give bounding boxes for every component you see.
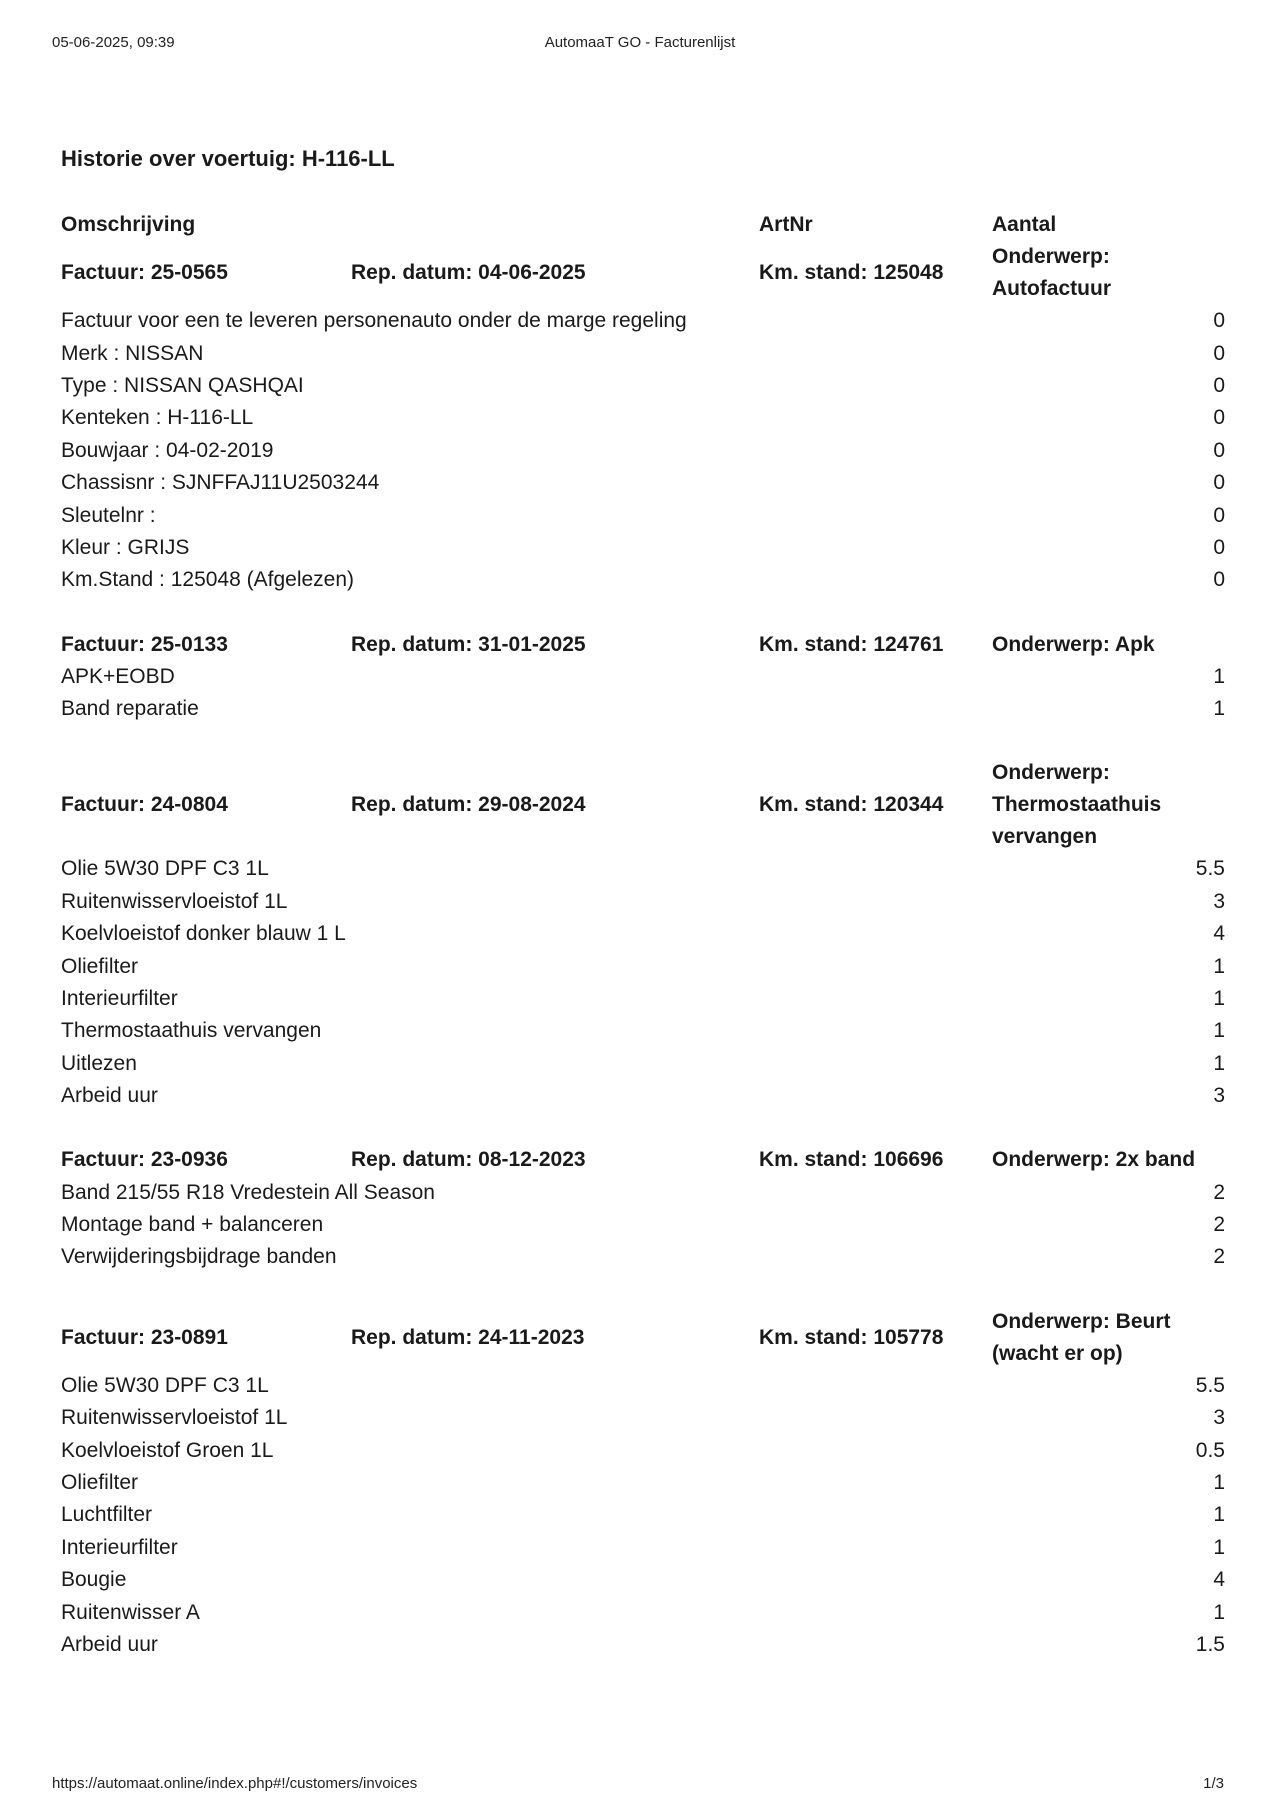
column-quantity: Aantal <box>992 213 1057 236</box>
line-quantity: 3 <box>1213 1084 1225 1108</box>
line-quantity: 1.5 <box>1195 1632 1225 1656</box>
line-description: APK+EOBD <box>61 664 175 688</box>
line-quantity: 0 <box>1213 535 1225 559</box>
line-quantity: 2 <box>1213 1213 1225 1236</box>
column-description: Omschrijving <box>61 213 196 236</box>
invoice-line <box>61 661 1225 693</box>
line-description: Luchtfilter <box>61 1503 153 1527</box>
invoice-line <box>61 853 1225 885</box>
invoice-number: Factuur: 23-0936 <box>61 1148 228 1172</box>
line-description: Kenteken : H-116-LL <box>61 406 254 430</box>
print-url: https://automaat.online/index.php#!/customers/invoices <box>52 1775 418 1792</box>
invoice-block <box>61 1306 1225 1662</box>
invoice-header-row <box>61 757 1225 853</box>
line-quantity: 1 <box>1213 987 1225 1011</box>
print-datetime: 05-06-2025, 09:39 <box>52 34 175 51</box>
invoice-subject: Onderwerp: 2x band <box>992 1148 1196 1172</box>
repair-date: Rep. datum: 08-12-2023 <box>351 1148 586 1172</box>
invoice-line <box>61 1048 1225 1080</box>
invoice-header-row <box>61 241 1225 305</box>
line-description: Olie 5W30 DPF C3 1L <box>61 857 269 881</box>
invoice-line <box>61 435 1225 467</box>
km-reading: Km. stand: 120344 <box>759 793 944 817</box>
line-description: Ruitenwisservloeistof 1L <box>61 889 288 913</box>
line-description: Koelvloeistof Groen 1L <box>61 1438 274 1462</box>
km-reading: Km. stand: 124761 <box>759 632 944 656</box>
invoice-line <box>61 532 1225 564</box>
invoice-header-row <box>61 629 1225 661</box>
invoice-line <box>61 370 1225 402</box>
line-description: Bougie <box>61 1568 127 1592</box>
invoice-line <box>61 950 1225 982</box>
invoice-line <box>61 1015 1225 1047</box>
print-title: AutomaaT GO - Facturenlijst <box>544 34 736 51</box>
line-description: Merk : NISSAN <box>61 341 204 365</box>
invoice-subject: Onderwerp: Autofactuur <box>992 245 1111 300</box>
invoice-line <box>61 1080 1225 1112</box>
invoice-line <box>61 918 1225 950</box>
line-description: Oliefilter <box>61 1470 139 1494</box>
line-description: Uitlezen <box>61 1051 137 1075</box>
invoice-line <box>61 467 1225 499</box>
line-quantity: 2 <box>1213 1180 1225 1204</box>
line-quantity: 0 <box>1213 373 1225 397</box>
line-description: Oliefilter <box>61 954 139 978</box>
page-title: Historie over voertuig: H-116-LL <box>61 146 395 171</box>
invoice-line <box>61 1176 1225 1208</box>
invoice-line <box>61 886 1225 918</box>
line-description: Kleur : GRIJS <box>61 535 190 559</box>
line-quantity: 5.5 <box>1195 1373 1225 1397</box>
line-description: Arbeid uur <box>61 1084 158 1108</box>
invoice-subject: Onderwerp: Beurt (wacht er op) <box>992 1309 1171 1365</box>
invoice-line <box>61 305 1225 337</box>
line-quantity: 0 <box>1213 503 1225 527</box>
line-description: Ruitenwisservloeistof 1L <box>61 1406 288 1430</box>
invoice-subject: Onderwerp: Apk <box>992 632 1155 656</box>
line-quantity: 3 <box>1213 889 1225 913</box>
invoice-list <box>61 241 1225 1661</box>
line-quantity: 0 <box>1213 438 1225 462</box>
invoice-number: Factuur: 25-0565 <box>61 261 228 284</box>
line-quantity: 0.5 <box>1195 1438 1225 1462</box>
line-description: Chassisnr : SJNFFAJ11U2503244 <box>61 471 380 495</box>
page-number: 1/3 <box>1203 1775 1224 1792</box>
invoice-line <box>61 1467 1225 1499</box>
invoice-line <box>61 402 1225 434</box>
invoice-block <box>61 629 1225 726</box>
line-quantity: 4 <box>1213 1568 1225 1592</box>
line-quantity: 1 <box>1213 697 1225 721</box>
line-description: Type : NISSAN QASHQAI <box>61 373 304 397</box>
line-description: Olie 5W30 DPF C3 1L <box>61 1373 269 1397</box>
km-reading: Km. stand: 125048 <box>759 261 944 284</box>
line-quantity: 1 <box>1213 664 1225 688</box>
line-description: Arbeid uur <box>61 1632 158 1656</box>
invoice-line <box>61 499 1225 531</box>
invoice-line <box>61 1532 1225 1564</box>
repair-date: Rep. datum: 24-11-2023 <box>351 1325 585 1349</box>
invoice-number: Factuur: 25-0133 <box>61 632 228 656</box>
line-description: Bouwjaar : 04-02-2019 <box>61 438 274 462</box>
invoice-number: Factuur: 24-0804 <box>61 793 228 817</box>
repair-date: Rep. datum: 29-08-2024 <box>351 793 586 817</box>
line-description: Factuur voor een te leveren personenauto onder de marge regeling <box>61 309 687 333</box>
invoice-line <box>61 1434 1225 1466</box>
line-quantity: 0 <box>1213 309 1225 333</box>
column-header-row <box>61 209 1225 241</box>
line-quantity: 5.5 <box>1195 857 1225 881</box>
line-quantity: 3 <box>1213 1406 1225 1430</box>
line-description: Interieurfilter <box>61 1535 178 1559</box>
line-description: Thermostaathuis vervangen <box>61 1019 322 1043</box>
line-quantity: 1 <box>1213 1470 1225 1494</box>
line-quantity: 4 <box>1213 922 1225 946</box>
line-quantity: 0 <box>1213 471 1225 495</box>
repair-date: Rep. datum: 31-01-2025 <box>351 632 586 656</box>
invoice-line <box>61 1629 1225 1661</box>
invoice-header-row <box>61 1144 1225 1176</box>
line-quantity: 1 <box>1213 1535 1225 1559</box>
line-quantity: 0 <box>1213 341 1225 365</box>
km-reading: Km. stand: 105778 <box>759 1325 944 1349</box>
invoice-line <box>61 983 1225 1015</box>
invoice-line <box>61 337 1225 369</box>
invoice-block <box>61 241 1225 597</box>
repair-date: Rep. datum: 04-06-2025 <box>351 261 586 284</box>
line-description: Sleutelnr : <box>61 503 156 527</box>
invoice-block <box>61 757 1225 1112</box>
invoice-line <box>61 1370 1225 1402</box>
invoice-history <box>61 147 1225 1693</box>
line-description: Koelvloeistof donker blauw 1 L <box>61 922 346 946</box>
invoice-line <box>61 693 1225 725</box>
column-artnr: ArtNr <box>759 213 813 236</box>
line-description: Band 215/55 R18 Vredestein All Season <box>61 1180 435 1204</box>
invoice-block <box>61 1144 1225 1273</box>
line-quantity: 0 <box>1213 568 1225 592</box>
line-quantity: 1 <box>1213 954 1225 978</box>
line-description: Verwijderingsbijdrage banden <box>61 1245 337 1269</box>
invoice-line <box>61 1402 1225 1434</box>
line-quantity: 1 <box>1213 1600 1225 1624</box>
invoice-line <box>61 564 1225 596</box>
line-description: Ruitenwisser A <box>61 1600 200 1624</box>
invoice-line <box>61 1596 1225 1628</box>
invoice-line <box>61 1241 1225 1273</box>
invoice-line <box>61 1499 1225 1531</box>
line-description: Km.Stand : 125048 (Afgelezen) <box>61 568 355 592</box>
line-quantity: 1 <box>1213 1019 1225 1043</box>
line-quantity: 0 <box>1213 406 1225 430</box>
line-description: Interieurfilter <box>61 987 178 1011</box>
km-reading: Km. stand: 106696 <box>759 1148 944 1172</box>
line-quantity: 1 <box>1213 1503 1225 1527</box>
line-description: Band reparatie <box>61 697 199 721</box>
invoice-subject: Onderwerp: Thermostaathuis vervangen <box>992 761 1162 849</box>
line-description: Montage band + balanceren <box>61 1213 324 1236</box>
invoice-line <box>61 1209 1225 1241</box>
invoice-line <box>61 1564 1225 1596</box>
invoice-number: Factuur: 23-0891 <box>61 1325 228 1349</box>
line-quantity: 2 <box>1213 1245 1225 1269</box>
invoice-header-row <box>61 1306 1225 1370</box>
line-quantity: 1 <box>1213 1051 1225 1075</box>
